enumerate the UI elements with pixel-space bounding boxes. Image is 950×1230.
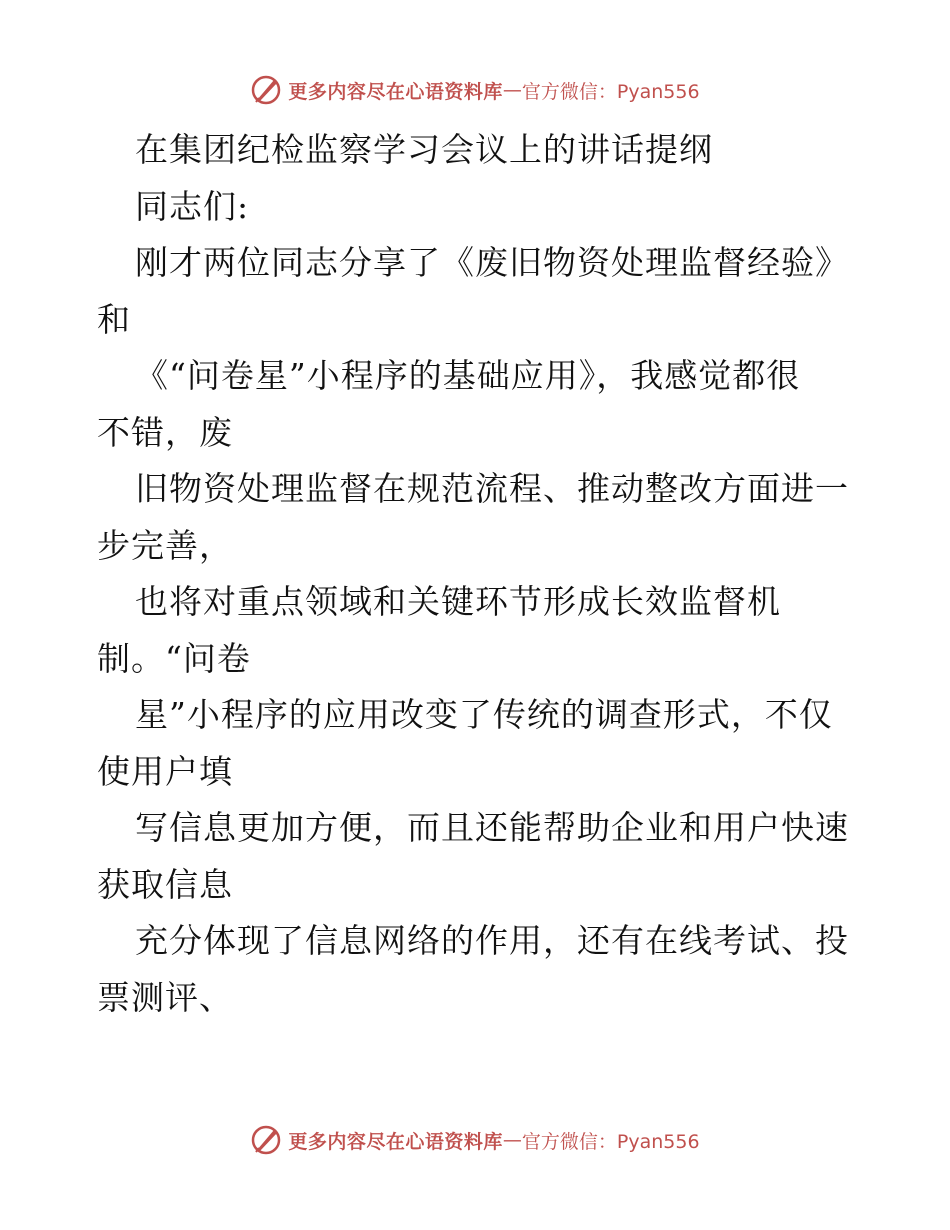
text-line: 获取信息 [97, 864, 233, 904]
text-line: 星”小程序的应用改变了传统的调查形式，不仅 [135, 695, 833, 734]
quill-pen-circle-icon [250, 1124, 282, 1156]
quill-pen-circle-icon [250, 74, 282, 106]
text-line: 使用户填 [97, 751, 233, 791]
text-line: 旧物资处理监督在规范流程、推动整改方面进一 [135, 469, 849, 508]
text-line: 充分体现了信息网络的作用，还有在线考试、投 [135, 921, 849, 960]
footer-watermark-banner [0, 1120, 950, 1160]
banner-wechat-text: 官方微信：Pyan556 [521, 80, 700, 103]
text-line: 写信息更加方便，而且还能帮助企业和用户快速 [135, 808, 849, 847]
text-line: 和 [97, 299, 131, 339]
text-line: 票测评、 [97, 977, 233, 1017]
text-line: 刚才两位同志分享了《废旧物资处理监督经验》 [135, 243, 849, 282]
document-title: 在集团纪检监察学习会议上的讲话提纲 [135, 130, 713, 169]
header-watermark-banner [0, 70, 950, 110]
banner-text: 更多内容尽在心语资料库 [288, 80, 503, 103]
text-line: 也将对重点领域和关键环节形成长效监督机 [135, 582, 781, 621]
text-line: 《“问卷星”小程序的基础应用》，我感觉都很 [135, 356, 801, 395]
salutation: 同志们: [135, 186, 250, 226]
text-line: 制。“问卷 [97, 638, 251, 678]
banner-dash: — [502, 1129, 522, 1151]
document-body [97, 122, 857, 1026]
text-line: 不错，废 [97, 412, 233, 452]
banner-text: 更多内容尽在心语资料库 [288, 1130, 503, 1153]
banner-wechat-text: 官方微信：Pyan556 [521, 1130, 700, 1153]
banner-dash: — [502, 79, 522, 101]
text-line: 步完善， [97, 525, 233, 565]
